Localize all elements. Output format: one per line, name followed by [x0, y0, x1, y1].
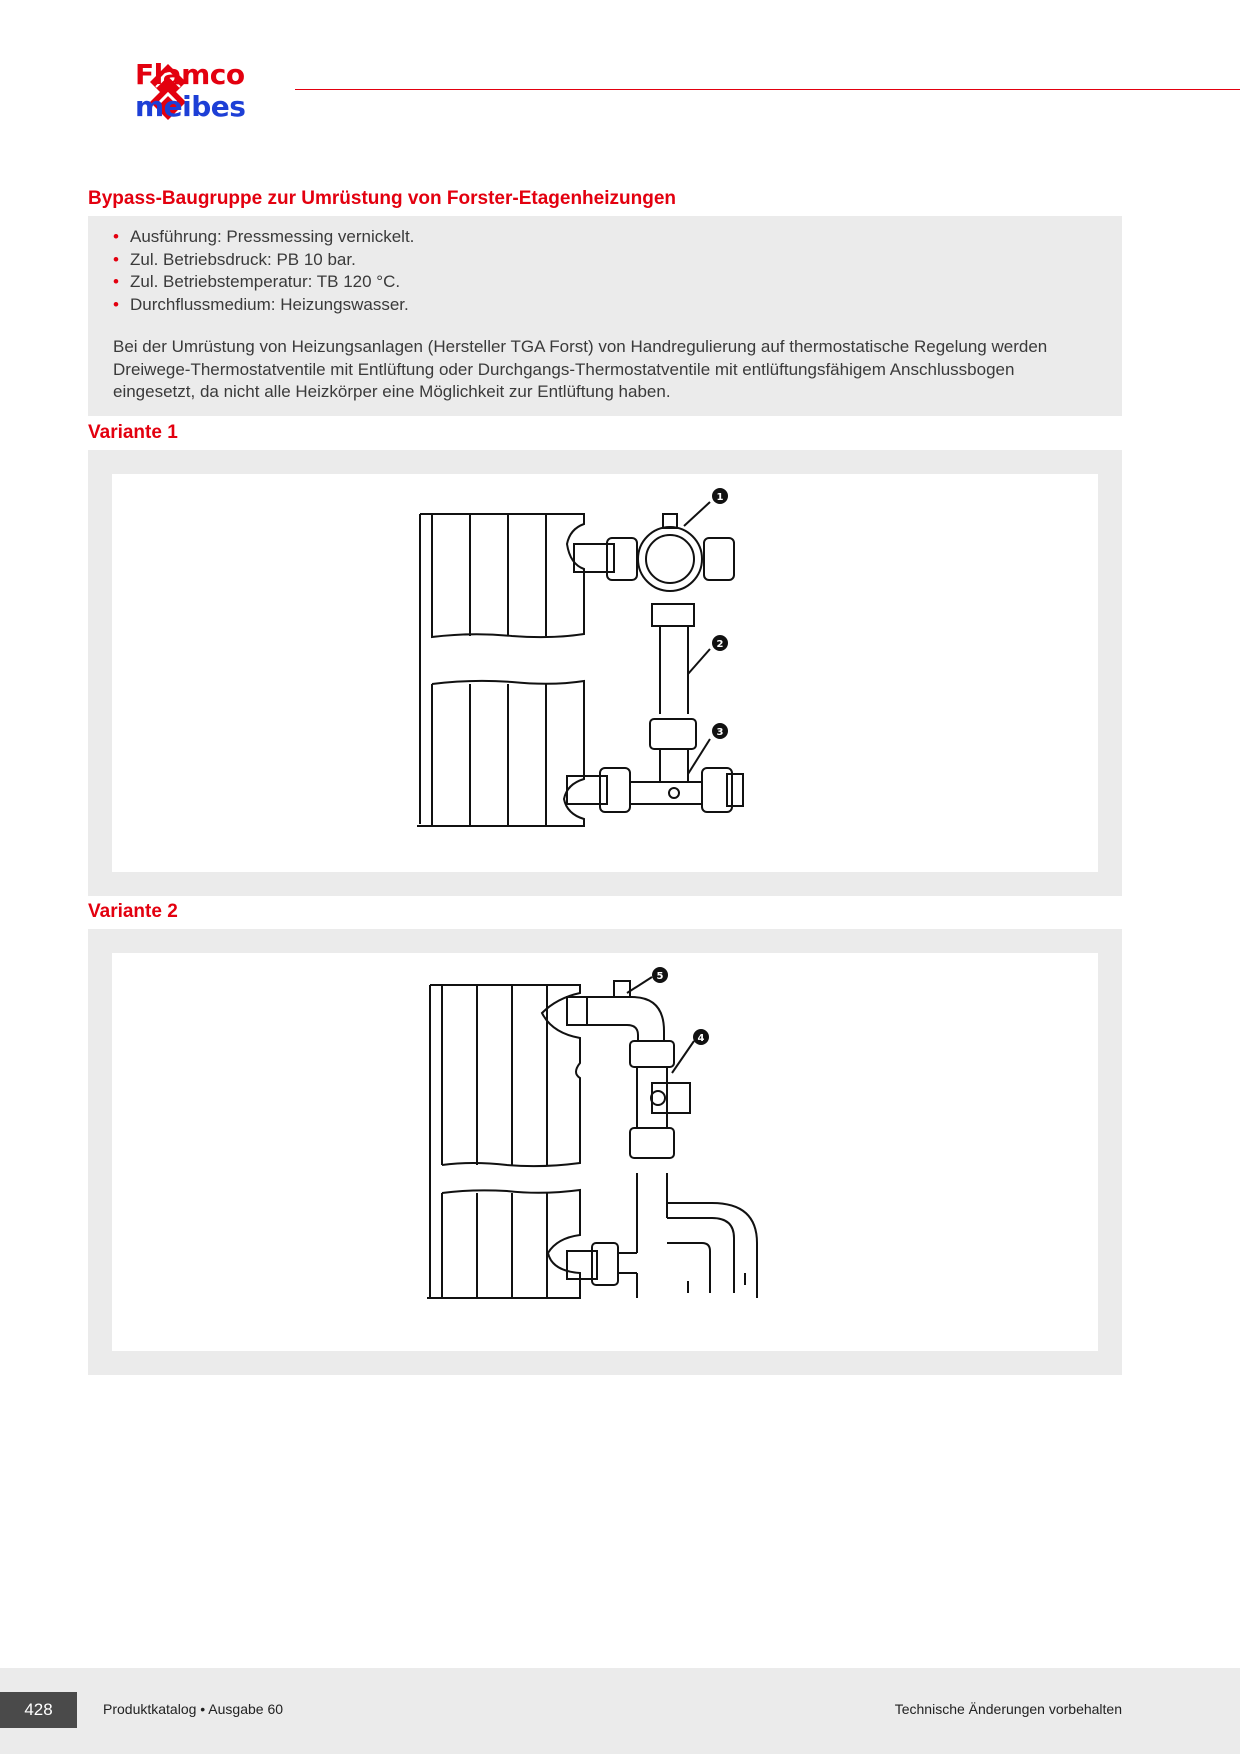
variant-1-figure: [112, 474, 1098, 872]
callout-3: 3: [716, 727, 724, 738]
variant-1-heading: Variante 1: [88, 422, 178, 443]
info-box: [88, 216, 1122, 416]
footer-catalog-label: Produktkatalog • Ausgabe 60: [103, 1701, 284, 1717]
brand-name-flamco: Flamco: [135, 58, 245, 91]
description-text: Bei der Umrüstung von Heizungsanlagen (Hersteller TGA Forst) von Handregulierung auf thermostatische Regelung werden Dreiwege-Thermostatventile mit Entlüftung oder Durchgangs-Thermostatventile mit entlüftungsfähigem Anschlussbogen eingesetzt, da nicht alle Heizkörper eine Möglichkeit zur Entlüftung haben.: [113, 337, 1048, 401]
page-number: 428: [0, 1692, 77, 1728]
callout-markers: [712, 488, 728, 739]
variant-1-figure-box: [88, 450, 1122, 896]
spec-item: • Zul. Betriebsdruck: PB 10 bar.: [113, 249, 1122, 272]
spec-list: [88, 216, 1122, 316]
spec-item: • Durchflussmedium: Heizungswasser.: [113, 294, 1122, 317]
header-rule: [295, 89, 1240, 90]
callout-4: 4: [697, 1033, 705, 1044]
callout-5: 5: [656, 971, 664, 982]
callout-2: 2: [716, 639, 724, 650]
spec-item: • Zul. Betriebstemperatur: TB 120 °C.: [113, 271, 1122, 294]
variant-1-drawing: [112, 474, 1098, 872]
callout-1: 1: [716, 492, 724, 503]
footer-disclaimer: Technische Änderungen vorbehalten: [894, 1701, 1122, 1717]
section-title: Bypass-Baugruppe zur Umrüstung von Forster-Etagenheizungen: [88, 188, 676, 209]
variant-2-drawing: [112, 953, 1098, 1351]
brand-name-meibes: meibes: [135, 90, 246, 123]
variant-2-figure: [112, 953, 1098, 1351]
variant-2-heading: Variante 2: [88, 901, 178, 922]
spec-item: • Ausführung: Pressmessing vernickelt.: [113, 226, 1122, 249]
variant-2-figure-box: [88, 929, 1122, 1375]
